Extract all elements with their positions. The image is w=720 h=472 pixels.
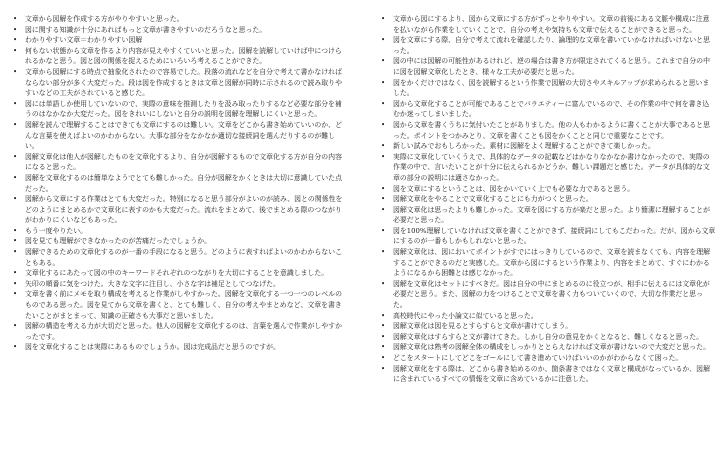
bullet-item <box>378 184 716 195</box>
bullet-item <box>378 35 716 56</box>
bullet-text: • わかりやすい文章＝わかりやすい図解 <box>25 36 143 45</box>
right-column <box>378 14 716 385</box>
bullet-text: • 図の中には図解の可能性があるけれど、逆の場合は書き方が限定されてくると思う。これまで自分の中に図を図解文章化したとき、様々な工夫が必要だと思った。 <box>393 57 710 76</box>
bullet-text: • 図解文章化は、図においてポイントがすでにはっきりしているので、文章を読まなくても、内容を理解することができるのだと実感した。文章から図にするという作業より、内容をまとめて、すぐにわかるようになるから困難とは感じなかった。 <box>393 248 711 278</box>
bullet-text: • 図解の構造を考える力が大切だと思った。他人の図解を文章化するのは、言葉を選んで作業がしやすかったです。 <box>25 322 342 341</box>
bullet-item <box>10 236 348 247</box>
bullet-item <box>10 25 348 36</box>
bullet-item <box>378 99 716 120</box>
bullet-item <box>10 247 348 268</box>
bullet-item <box>378 311 716 322</box>
bullet-text: • 図をかくだけではなく、図を読解するという作業で図解の大切さやスキルアップが求められると思いました。 <box>393 78 710 98</box>
bullet-item <box>10 194 348 226</box>
bullet-text: • 新しい試みでおもしろかった。素材に図解をよく理解することができて楽しかった。 <box>393 142 655 151</box>
bullet-item <box>10 46 348 67</box>
bullet-text: • 図から文章を書くうちに気付いたことがありました。他の人もわかるように書くことが大事であると思った。ポイントをつかみとり、文章を書くことも図をかくことと同じで重要なことです。 <box>393 120 710 140</box>
bullet-item <box>10 226 348 237</box>
bullet-text: • 図解文章化は思ったよりも難しかった。文章を図にする方が楽だと思った。より簡潔に理解することが必要だと思った。 <box>393 205 710 225</box>
bullet-item <box>10 321 348 342</box>
bullet-item <box>378 321 716 332</box>
bullet-text: • 図解文章化は図を見るとすらすらと文章が書けてしまう。 <box>393 322 573 331</box>
bullet-text: • 図解文章化をやることで文章化することにも力がつくと思った。 <box>393 195 593 204</box>
bullet-text: • 図解を文章化はセットにすべきだ。図は自分の中にまとめるのに役立つが、相手に伝えるには文章化が必要だと思う。また、図解の力をつけることで文章を書く力もついていくので、大切な作業だと思った。 <box>393 279 710 310</box>
bullet-text: • 図を文章にするということは、図をかいていく上でも必要な力であると思う。 <box>393 184 635 193</box>
bullet-item <box>378 78 716 99</box>
bullet-text: • 何もない状態から文章を作るより内容が見えやすくていいと思った。図解を読解していけば中につけられるかなと思う。図と図の関係を捉えるためにいろいろ考えることができた。 <box>25 46 342 66</box>
bullet-text: • 図には単語しか使用していないので、実際の意味を推測したりを汲み取ったりするなど必要な部分を補うのはなかなか大変だった。図をきれいにしないと自分の説明を図解を理解しにくいと思った。 <box>25 99 342 119</box>
bullet-item <box>10 342 348 353</box>
bullet-text: • 図解文章化はすらすらと文が書けてきた。しかし自分の意見をかくとなると、難しくなると思った。 <box>393 332 704 341</box>
bullet-text: • 図解文章化は熟考の図解全体の構成をしっかりととらえなければ文章が書けないので大変だと思った。 <box>393 343 710 352</box>
bullet-item <box>378 353 716 364</box>
bullet-text: • 実際に文章化していくうえで、具体的なデータの記載などはかなりなかなか書けなかったので、実際の作業の中で、言いたいことが十分に伝えられるかどうか、難しい課題だと感じた。データが具体的な文章の部分の説明には適さなかった。 <box>393 152 710 182</box>
bullet-item <box>378 152 716 184</box>
bullet-item <box>378 226 716 247</box>
bullet-item <box>10 289 348 321</box>
bullet-item <box>378 247 716 279</box>
bullet-item <box>10 120 348 152</box>
bullet-item <box>378 364 716 385</box>
bullet-text: • 図解できるための文章化するのが一番の手段になると思う。どのように表すればよいのかわからないこともある。 <box>25 248 342 267</box>
bullet-text: • 図解を文章化するのは簡単なようでとても難しかった。自分が図解をかくときは大切に意識していた点だった。 <box>25 173 342 193</box>
bullet-item <box>378 56 716 77</box>
bullet-item <box>378 120 716 141</box>
bullet-text: • 文章から図解を作成する方がやりやすいと思った。 <box>25 15 184 23</box>
bullet-text: • 高校時代にやった小論文に似ていると思った。 <box>393 311 538 320</box>
bullet-text: • 図を文章化することは実際にあるものでしょうか。図は完成品だと思うのですが。 <box>25 343 280 352</box>
bullet-item <box>10 14 348 25</box>
bullet-item <box>378 141 716 152</box>
bullet-item <box>10 268 348 279</box>
left-column <box>10 14 348 353</box>
bullet-text: • 図解文章化は他人が図解したものを文章化するより、自分が図解するもので文章化する方が自分の内容になると思った。 <box>25 152 342 172</box>
bullet-text: • 図を100%理解していなければ文章を書くことができず、接続詞にしてもこだわった。だが、図から文章にするのが一番もしかもしれないと思った。 <box>393 226 716 246</box>
bullet-text: • 文章から図にするより、図から文章にする方がずっとやりやすい。文章の前後にある文脈や構成に注意を払いながら作業をしていくことで、自分の考えや気持ちも文章で伝えることができると思った。 <box>393 15 710 34</box>
bullet-item <box>10 35 348 46</box>
bullet-text: • 文章から図解にする時点で抽象化されたので容易でした。段落の流れなどを自分で考えて書かなければならない部分が多く大変だった。段は図を作成するときは文章と図解が同時に示されるので読み取りやすいなどの工夫がされていると感じた。 <box>25 67 342 98</box>
bullet-text: • 文章を書く前にメモを取り構成を考えると作業がしやすかった。図解を文章化する一つ一つのレベルのものである思った。図を見てから文章を書くと、とても難しく、自分の考えやまとめなど、文章を書きたいことがまとまって、知識の正確さも大事だと思いました。 <box>25 290 342 320</box>
bullet-item <box>378 342 716 353</box>
bullet-text: • 図に関する知識が十分にあればもっと文章が書きやすいのだろうなと思った。 <box>25 25 267 34</box>
bullet-text: • もう一度やりたい。 <box>25 226 88 235</box>
bullet-text: • どこをスタートにしてどこをゴールにして書き進めていけばいいのかがわからなくて困った。 <box>393 354 683 362</box>
bullet-text: • 図解から文章にする作業はとても大変だった。特別になると思う部分がよいのが読み、図との関係性をどのようにまとめるかで文章化に表すのかも大変だった。流れをまとめて、後でまとめる際のつながりがわかりにくいなどもあった。 <box>25 195 343 225</box>
bullet-item <box>10 279 348 290</box>
bullet-text: • 文章化するにあたって図の中のキーワードそれぞれのつながりを大切にすることを意識しました。 <box>25 269 329 278</box>
bullet-item <box>378 194 716 205</box>
bullet-item <box>10 67 348 99</box>
bullet-text: • 図から文章化することが可能であることでバラエティーに富んでいるので、その作業の中で何を書き込むか迷ってしまいました。 <box>393 99 710 119</box>
bullet-item <box>378 14 716 35</box>
bullet-item <box>10 173 348 194</box>
bullet-text: • 図解文章化をする際は、どこから書き始めるのか、箇条書きではなく文章と構成がなっているか、図解に含まれているすべての情報を文章に含めているかに注意した。 <box>393 364 710 384</box>
bullet-item <box>10 99 348 120</box>
bullet-text: • 矢印の順番に気をつけた。大きな文字に注目し、小さな字は補足としてつなげた。 <box>25 279 280 288</box>
bullet-text: • 図を文章にする際、自分で考えて流れを確認したり、論理的な文章を書いていかなければいけないと思った。 <box>393 36 710 55</box>
bullet-item <box>378 205 716 226</box>
bullet-text: • 図解を読んで理解することはできても文章にするのは難しい。文章をどこから書き始めていいのか、どんな言葉を使えばよいのかわからない。大事な部分をなかなか適切な接続詞を選んだりするのが難しい。 <box>25 120 342 151</box>
bullet-item <box>378 279 716 311</box>
bullet-item <box>10 152 348 173</box>
bullet-item <box>378 332 716 343</box>
bullet-text: • 図を見ても理解ができなかったのが苦痛だったでしょうか。 <box>25 237 212 246</box>
